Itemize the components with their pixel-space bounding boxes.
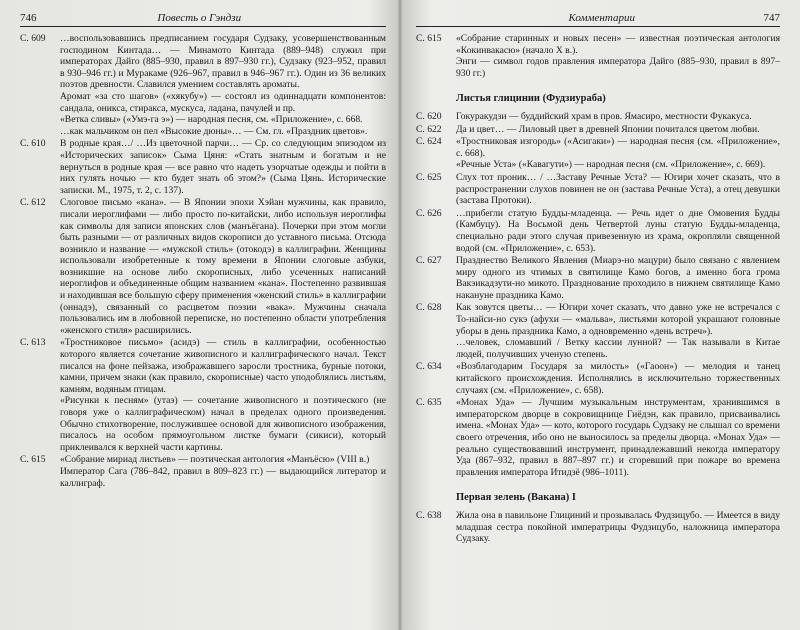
entry-page-ref: С. 628 [416, 302, 442, 314]
entry-paragraph: …прибегли статую Будды-младенца. — Речь идет о дне Омовения Будды (Камбуцу). На Восьмой день Четвертой луны статую Будды-младенца, специально ради этого случая привезенную из храма, окропляли священной водой (см. «Приложение», с. 653). [456, 207, 780, 254]
entry-text [60, 454, 386, 489]
entry-page-ref: С. 635 [416, 397, 442, 409]
entry-page-ref: С. 610 [20, 138, 46, 150]
entry-page-ref: С. 613 [20, 337, 46, 349]
entry-paragraph: «Ветка сливы» («Умэ-га э») — народная песня, см. «Приложение», с. 668. [60, 114, 363, 126]
entry-text [456, 361, 780, 396]
entry-paragraph: Гокуракудзи — буддийский храм в пров. Ямасиро, местности Фукакуса. [456, 110, 752, 122]
page-number-left: 746 [20, 12, 37, 24]
entry-paragraph: …воспользовавшись предписанием государя Судзаку, усовершенствованным господином Кинтада… — Минамото Кинтада (889–948) служил при императорах Дайго (885–930, правил в 897–930 гг.), Судзаку (923–952, правил в 930–946 гг.) и Муракаме (926–967, правил в 946–967 гг.). Один из 36 великих поэтов древности. Славился умением составлять ароматы. [60, 33, 386, 91]
right-commentary-entries [416, 33, 780, 545]
running-title-left: Повесть о Гэндзи [157, 12, 242, 24]
entry-paragraph: «Тростниковая изгородь» («Асигаки») — народная песня (см. «Приложение», с. 668). [456, 136, 780, 159]
entry-page-ref: С. 627 [416, 255, 442, 267]
commentary-entry [416, 33, 780, 79]
entry-text [60, 33, 386, 137]
chapter-heading-fujiuraba: Листья глицинии (Фудзиураба) [456, 93, 606, 105]
left-page-header [20, 12, 386, 27]
entry-text [456, 255, 780, 301]
entry-page-ref: С. 615 [416, 33, 442, 44]
commentary-entry [416, 302, 780, 360]
entry-paragraph: Аромат «за сто шагов» («хякубу») — состоял из одиннадцати компонентов: сандала, оникса, стиракса, мускуса, ладана, пачулей и пр. [60, 90, 386, 114]
entry-page-ref: С. 620 [416, 110, 442, 122]
entry-page-ref: С. 638 [416, 509, 442, 521]
entry-text [456, 208, 780, 254]
commentary-entry [20, 454, 386, 489]
entry-text [456, 302, 780, 360]
commentary-entry [20, 337, 386, 453]
entry-text [456, 124, 780, 136]
entry-paragraph: Энги — символ годов правления императора Дайго (885–930, правил в 897–930 гг.) [456, 56, 780, 79]
entry-text [60, 197, 386, 336]
entry-paragraph: В родные края…/ …Из цветочной парчи… — Ср. со следующим эпизодом из «Исторических записок» Сыма Цяня: «Стать знатным и богатым и не вернуться в родные края — все равно что надеть узорчатые одежды и пойти в них гулять ночью — кто будет знать об этом?» (Сыма Цянь. Исторические записки. М., 1975, т. 2, с. 137). [60, 138, 386, 196]
entry-text [456, 111, 780, 123]
entry-text [60, 337, 386, 453]
entry-paragraph: «Собрание старинных и новых песен» — известная поэтическая антология «Кокинвакасю» (начало X в.). [456, 33, 780, 56]
entry-paragraph: …как мальчиком он пел «Высокие дюны»… — См. гл. «Праздник цветов». [60, 125, 368, 137]
entry-paragraph: …человек, сломавший / Ветку кассии лунной? — Так называли в Китае людей, получивших ученую степень. [456, 337, 780, 360]
entry-page-ref: С. 612 [20, 197, 46, 209]
commentary-entry [416, 136, 780, 171]
commentary-entry [20, 138, 386, 196]
running-title-right: Комментарии [568, 12, 635, 24]
entry-paragraph: «Тростниковое письмо» (асидэ) — стиль в каллиграфии, особенностью которого является сочетание живописного и каллиграфического начал. Текст писался на фоне пейзажа, изображавшего заросли тростника, бурные потоки, камни, причем знаки (как правило, скорописные) часто уподоблялись листьям, камням, водяным птицам. [60, 337, 386, 395]
page-number-right: 747 [763, 12, 780, 24]
entry-paragraph: «Возблагодарим Государя за милость» («Гаоон») — мелодия и танец китайского происхождения. Исполнялись в исключительно торжественных случаях (см. «Приложение», с. 658). [456, 361, 780, 396]
entry-paragraph: «Рисунки к песням» (утаэ) — сочетание живописного и поэтического (не говоря уже о каллиграфическом) начал в пределах одного произведения. Обычно стихотворение, послужившее основой для живописного изображения, писалось на особом прямоугольном листке бумаги (сикиси), который приклеивался к верхней части картины. [60, 395, 386, 453]
chapter-heading-wakana: Первая зелень (Вакана) I [456, 492, 576, 504]
commentary-entry [416, 124, 780, 136]
entry-text [456, 397, 780, 478]
entry-paragraph: «Речные Уста» («Кавагути») — народная песня (см. «Приложение», с. 669). [456, 159, 766, 171]
right-page-header [416, 12, 780, 27]
entry-paragraph: Как зовутся цветы… — Югири хочет сказать, что давно уже не встречался с То-найси-но сукэ (афухи — «мальва», листьями которой украшают головные уборы в день праздника Камо, а одновременно «день встреч»). [456, 302, 780, 337]
commentary-entry [20, 33, 386, 137]
entry-paragraph: «Собрание мириад листьев» — поэтическая антология «Манъёсю» (VIII в.) [60, 454, 370, 466]
entry-page-ref: С. 609 [20, 33, 46, 44]
right-page [400, 0, 800, 630]
entry-page-ref: С. 634 [416, 361, 442, 373]
entry-paragraph: Император Сага (786–842, правил в 809–823 гг.) — выдающийся литератор и каллиграф. [60, 465, 386, 489]
commentary-entry [416, 510, 780, 545]
entry-text [60, 138, 386, 196]
entry-page-ref: С. 625 [416, 171, 442, 183]
entry-text [456, 136, 780, 171]
commentary-entry [416, 208, 780, 254]
left-commentary-entries [20, 33, 386, 489]
entry-text [456, 33, 780, 79]
entry-paragraph: Жила она в павильоне Глициний и прозывалась Фудзицубо. — Имеется в виду младшая сестра покойной императрицы Фудзицубо, наложница императора Судзаку. [456, 509, 780, 545]
entry-paragraph: Да и цвет… — Лиловый цвет в древней Японии почитался цветом любви. [456, 123, 760, 135]
entry-text [456, 172, 780, 207]
entry-paragraph: Слоговое письмо «кана». — В Японии эпохи Хэйан мужчины, как правило, писали иероглифами — либо просто по-китайски, либо используя иероглифы как символы для записи японских слов (манъёгана). Почерки при этом могли быть разными — от различных видов скорописи до уставного письма. Отсюда возникло и название — «мужской стиль» (отокодэ) в каллиграфии. Женщины использовали изобретенные к тому времени в Японии слоговые азбуки, возникшие на основе либо скорописных, либо усеченных написаний иероглифов и объединенные общим названием «кана». Постепенно развившая и находившая все большую сферу применения «женский стиль» в каллиграфии (оннадэ), связанный со расцветом поэзии «вака». Мужчины сначала пользовались им в любовной переписке, но постепенно области употребления «женского стиля» расширились. [60, 197, 386, 336]
entry-page-ref: С. 622 [416, 123, 442, 135]
entry-paragraph: «Монах Уда» — Лучшим музыкальным инструментам, хранившимся в императорском дворце в сокровищнице Гиёдэн, как правило, присваивались имена. «Монах Уда» — кото, которого государь Судзаку не слышал со времени своего отречения, ибо оно не выносилось за пределы дворца. «Монах Уда» — реально существовавший инструмент, принадлежавший некогда императору Уда (867–932, правил в 887–897 гг.) и сгоревший при пожаре во времена правления императора Итидзё (986–1011). [456, 397, 780, 478]
entry-text [456, 510, 780, 545]
commentary-entry [416, 111, 780, 123]
entry-page-ref: С. 624 [416, 136, 442, 148]
commentary-entry [416, 397, 780, 478]
commentary-entry [20, 197, 386, 336]
commentary-entry [416, 255, 780, 301]
commentary-entry [416, 361, 780, 396]
entry-paragraph: Празднество Великого Явления (Миарэ-но мацури) было связано с явлением миру одного из чтимых в святилище Камо богов, а именно бога грома Вакэикадзути-но микото. Празднование проходило в нижнем святилище Камо накануне праздника Камо. [456, 255, 780, 301]
entry-page-ref: С. 615 [20, 454, 46, 466]
entry-page-ref: С. 626 [416, 207, 442, 219]
entry-paragraph: Слух тот проник… / …Заставу Речные Уста? — Югири хочет сказать, что в распространении слухов повинен не он (застава Речные Уста), а отец девушки (застава Протоки). [456, 171, 780, 207]
commentary-entry [416, 172, 780, 207]
